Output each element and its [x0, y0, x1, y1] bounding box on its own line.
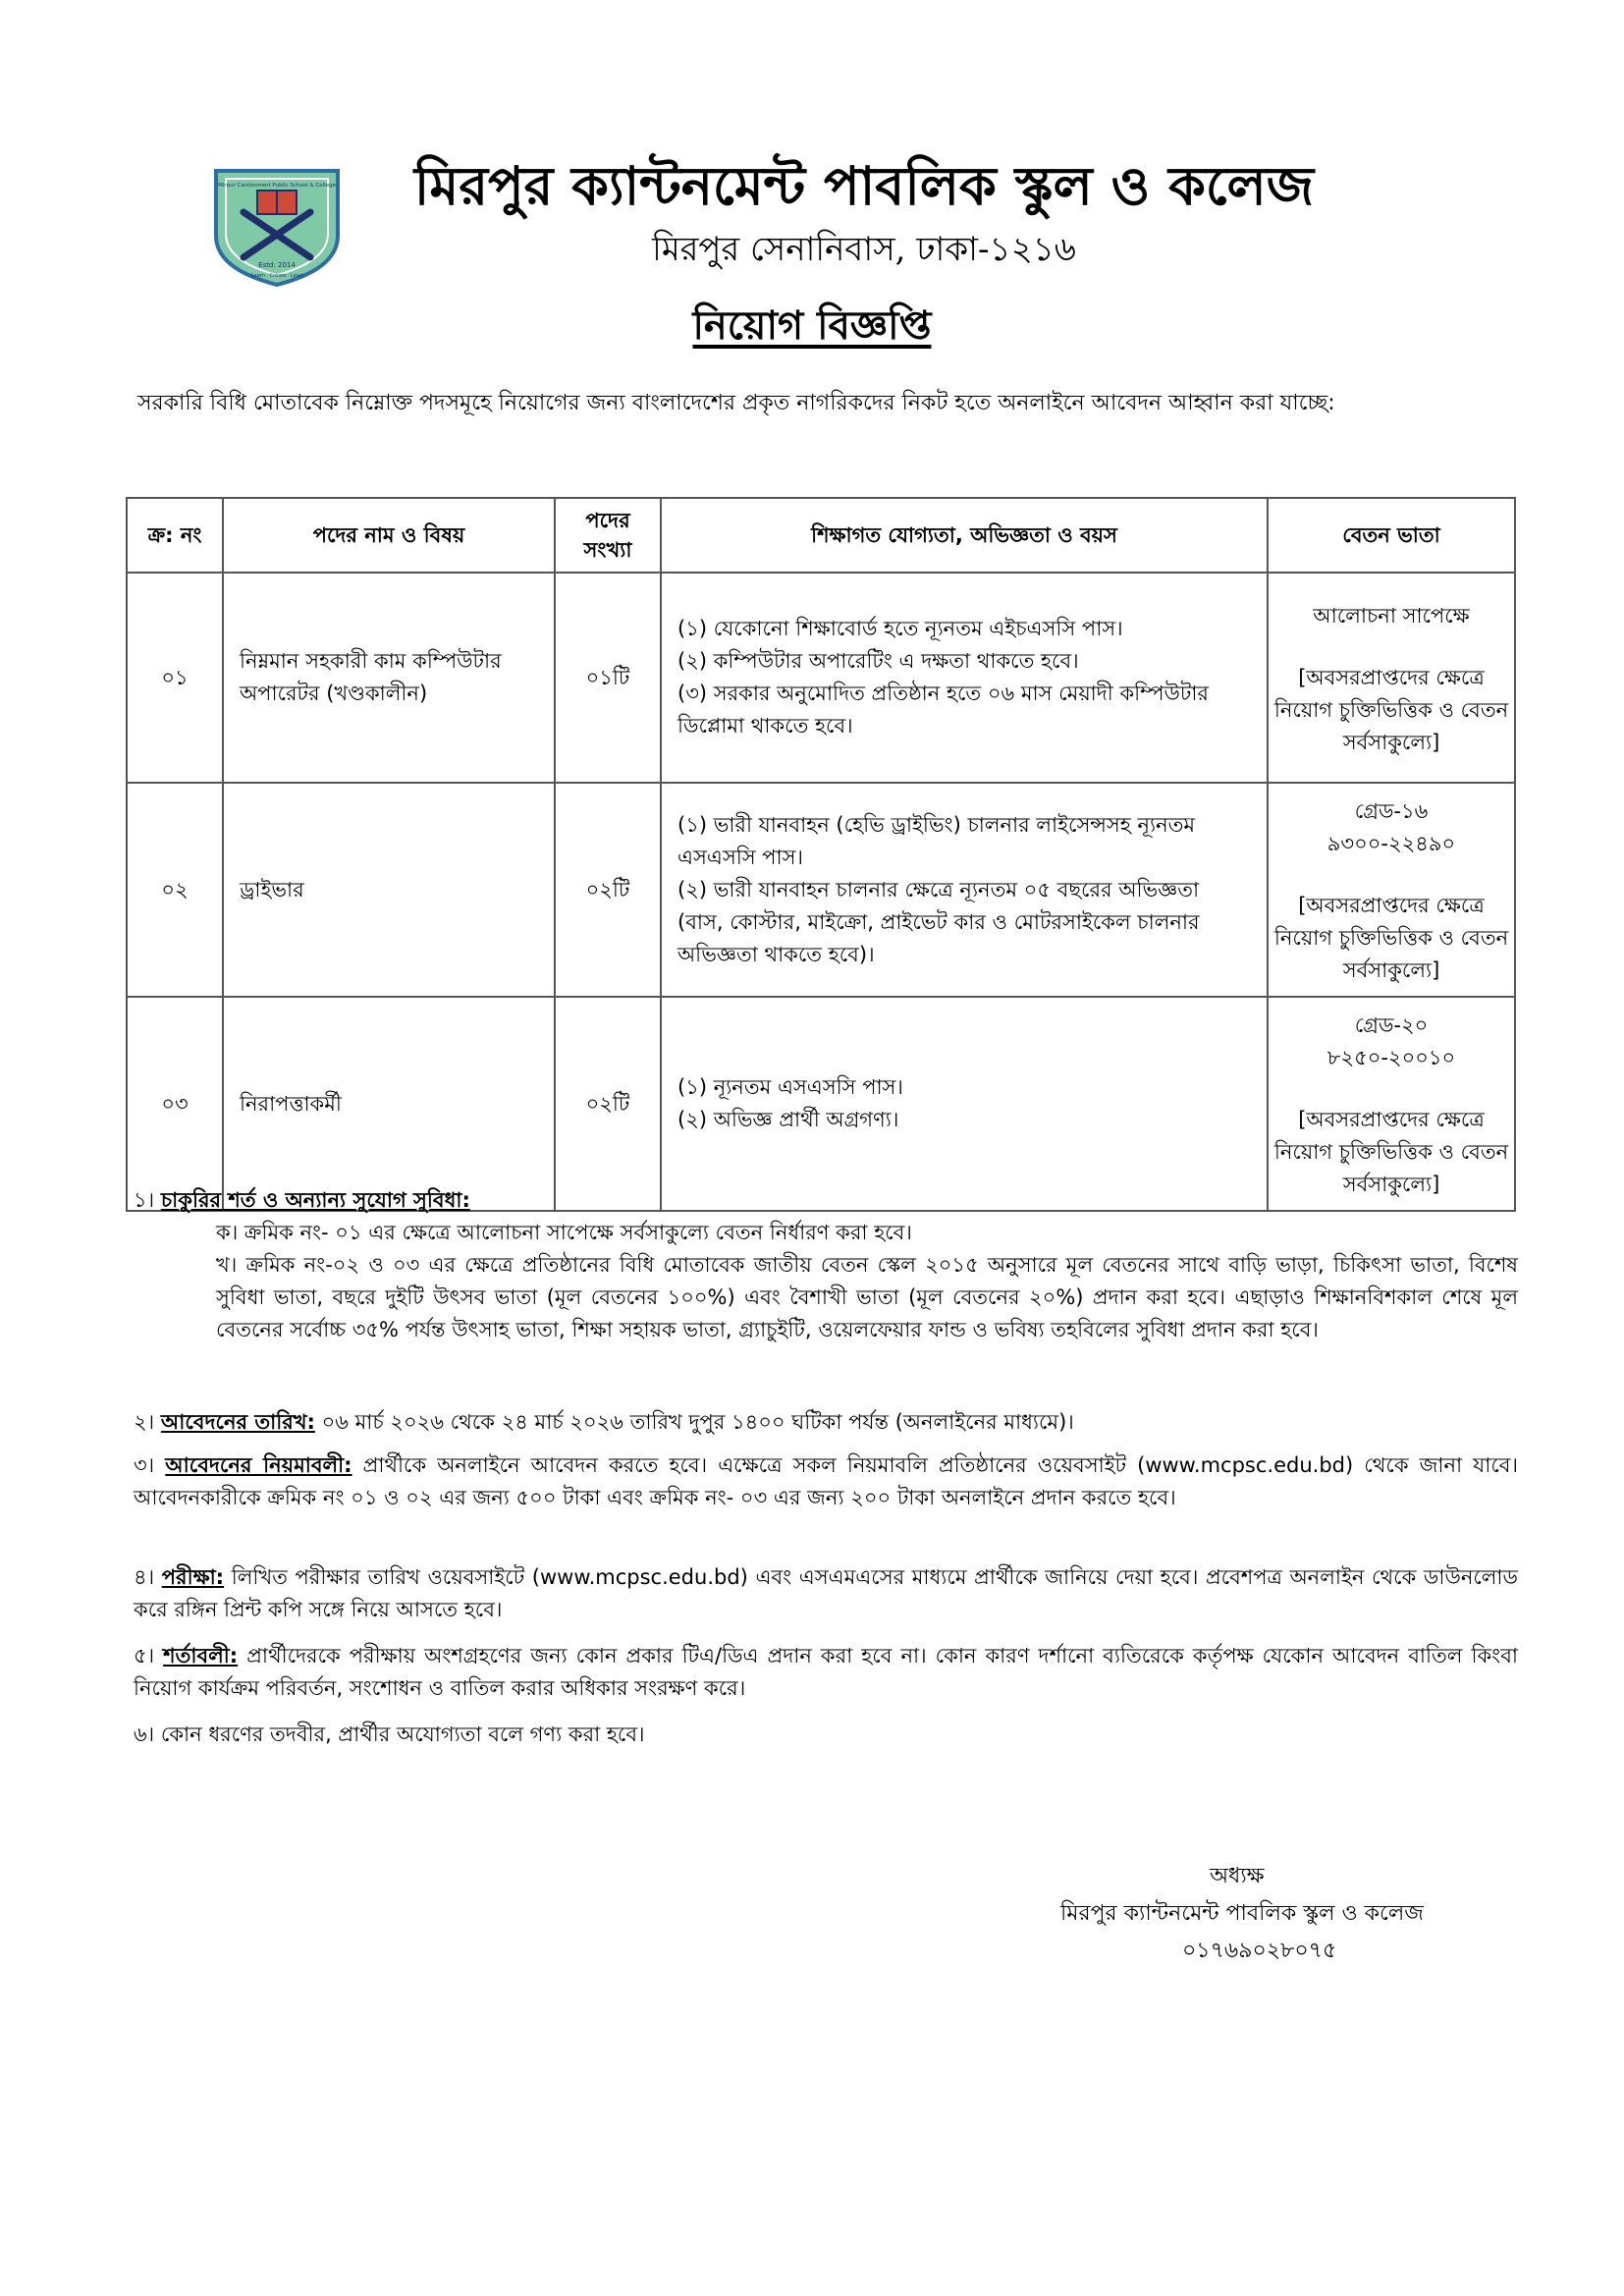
row-sl: ০৩: [127, 997, 223, 1211]
header-qualification: শিক্ষাগত যোগ্যতা, অভিজ্ঞতা ও বয়স: [661, 498, 1268, 573]
intro-paragraph: সরকারি বিধি মোতাবেক নিম্নোক্ত পদসমূহে নিয়োগের জন্য বাংলাদেশের প্রকৃত নাগরিকদের নিকট হতে অনলাইনে আবেদন আহ্বান করা যাচ্ছে:: [137, 391, 1335, 415]
condition-1: [134, 1184, 1518, 1346]
table-row: [127, 783, 1515, 997]
header-count: [555, 498, 661, 573]
table-row: [127, 573, 1515, 783]
row-qualifications: [661, 997, 1268, 1211]
row-count: ০২টি: [555, 783, 661, 997]
signatory-phone: ০১৭৬৯০২৮০৭৫: [1182, 1939, 1337, 1963]
condition-1-a: ক। ক্রমিক নং- ০১ এর ক্ষেত্রে আলোচনা সাপেক্ষে সর্বসাকুল্যে বেতন নির্ধারণ করা হবে।: [216, 1221, 912, 1244]
table-header-row: [127, 498, 1515, 573]
logo-estd: Estd: 2014: [258, 261, 296, 269]
row-pay: [1268, 573, 1515, 783]
pay-line-2: ৯৩০০-২২৪৯০: [1326, 832, 1456, 855]
row-count: ০১টি: [555, 573, 661, 783]
header-sl: ক্র: নং: [127, 498, 223, 573]
condition-label: আবেদনের নিয়মাবলী:: [165, 1453, 352, 1477]
notice-title: [0, 295, 1624, 360]
qualification-item: (২) অভিজ্ঞ প্রার্থী অগ্রগণ্য।: [677, 1108, 899, 1131]
header-count-line2: সংখ্যা: [583, 538, 632, 562]
condition-text: প্রার্থীদেরকে পরীক্ষায় অংশগ্রহণের জন্য কোন প্রকার টিএ/ডিএ প্রদান করা হবে না। কোন কারণ দর্শানো ব্যতিরেকে কর্তৃপক্ষ যেকোন আবেদন বাতিল কিংবা নিয়োগ কার্যক্রম পরিবর্তন, সংশোধন ও বাতিল করার অধিকার সংরক্ষণ করে।: [134, 1644, 1518, 1700]
pay-line-1: গ্রেড-২০: [1354, 1013, 1429, 1037]
condition-number: ৪।: [134, 1565, 155, 1589]
row-post: নিম্নমান সহকারী কাম কম্পিউটার অপারেটর (খণ্ডকালীন): [223, 573, 555, 783]
header-count-line1: পদের: [585, 509, 630, 532]
school-address: মিরপুর সেনানিবাস, ঢাকা-১২১৬: [652, 230, 1076, 269]
condition-text: লিখিত পরীক্ষার তারিখ ওয়েবসাইটে (www.mcpsc.edu.bd) এবং এসএমএসের মাধ্যমে প্রার্থীকে জানিয়ে দেয়া হবে। প্রবেশপত্র অনলাইন থেকে ডাউনলোড করে রঙ্গিন প্রিন্ট কপি সঙ্গে নিয়ে আসতে হবে।: [134, 1565, 1518, 1621]
pay-line-1: আলোচনা সাপেক্ষে: [1313, 603, 1470, 628]
logo-ring-text: Mirpur Cantonment Public School & College: [218, 183, 336, 189]
condition-label: শর্তাবলী:: [163, 1644, 239, 1667]
qualification-item: (১) যেকোনো শিক্ষাবোর্ড হতে ন্যূনতম এইচএসসি পাস।: [677, 617, 1123, 640]
pay-note: [অবসরপ্রাপ্তদের ক্ষেত্রে নিয়োগ চুক্তিভিত্তিক ও বেতন সর্বসাকুল্যে]: [1273, 1108, 1509, 1196]
header-post: পদের নাম ও বিষয়: [223, 498, 555, 573]
row-count: ০২টি: [555, 997, 661, 1211]
school-name: মিরপুর ক্যান্টনমেন্ট পাবলিক স্কুল ও কলেজ: [413, 154, 1315, 217]
pay-note: [অবসরপ্রাপ্তদের ক্ষেত্রে নিয়োগ চুক্তিভিত্তিক ও বেতন সর্বসাকুল্যে]: [1273, 665, 1509, 754]
condition-3: [134, 1449, 1518, 1514]
qualification-item: (১) ন্যূনতম এসএসসি পাস।: [677, 1075, 903, 1099]
row-post: ড্রাইভার: [223, 783, 555, 997]
row-qualifications: [661, 783, 1268, 997]
row-sl: ০১: [127, 573, 223, 783]
condition-6: ৬। কোন ধরণের তদবীর, প্রার্থীর অযোগ্যতা বলে গণ্য করা হবে।: [134, 1722, 645, 1746]
condition-number: ২।: [134, 1410, 155, 1434]
condition-text: ০৬ মার্চ ২০২৬ থেকে ২৪ মার্চ ২০২৬ তারিখ দুপুর ১৪০০ ঘটিকা পর্যন্ত (অনলাইনের মাধ্যমে)।: [314, 1410, 1074, 1434]
condition-label: চাকুরির শর্ত ও অন্যান্য সুযোগ সুবিধা:: [160, 1188, 470, 1212]
notice-title-text: নিয়োগ বিজ্ঞপ্তি: [692, 302, 932, 349]
condition-text: প্রার্থীকে অনলাইনে আবেদন করতে হবে। এক্ষেত্রে সকল নিয়মাবলি প্রতিষ্ঠানের ওয়েবসাইট (www.mcpsc.edu.bd) থেকে জানা যাবে। আবেদনকারীকে ক্রমিক নং ০১ ও ০২ এর জন্য ৫০০ টাকা এবং ক্রমিক নং- ০৩ এর জন্য ২০০ টাকা অনলাইনে প্রদান করতে হবে।: [134, 1453, 1518, 1509]
row-pay: [1268, 783, 1515, 997]
pay-note: [অবসরপ্রাপ্তদের ক্ষেত্রে নিয়োগ চুক্তিভিত্তিক ও বেতন সর্বসাকুল্যে]: [1273, 894, 1509, 982]
header-pay: বেতন ভাতা: [1268, 498, 1515, 573]
condition-4: [134, 1561, 1518, 1626]
condition-2: [134, 1406, 1518, 1439]
pay-line-1: গ্রেড-১৬: [1354, 799, 1429, 823]
logo-motto: Learn · Create · Lead: [250, 273, 303, 279]
qualification-item: (২) ভারী যানবাহন চালনার ক্ষেত্রে ন্যূনতম ০৫ বছরের অভিজ্ঞতা (বাস, কোস্টার, মাইক্রো, প্রাইভেট কার ও মোটরসাইকেল চালনার অভিজ্ঞতা থাকতে হবে)।: [677, 877, 1200, 966]
pay-line-2: ৮২৫০-২০০১০: [1326, 1046, 1456, 1069]
row-post: নিরাপত্তাকর্মী: [223, 997, 555, 1211]
table-row: [127, 997, 1515, 1211]
qualification-item: (৩) সরকার অনুমোদিত প্রতিষ্ঠান হতে ০৬ মাস মেয়াদী কম্পিউটার ডিপ্লোমা থাকতে হবে।: [677, 682, 1209, 738]
signatory-school: মিরপুর ক্যান্টনমেন্ট পাবলিক স্কুল ও কলেজ: [1060, 1901, 1424, 1926]
row-sl: ০২: [127, 783, 223, 997]
qualification-item: (২) কম্পিউটার অপারেটিং এ দক্ষতা থাকতে হবে।: [677, 649, 1079, 673]
school-crest-icon: [212, 167, 342, 287]
condition-number: ১।: [134, 1188, 155, 1212]
condition-5: [134, 1640, 1518, 1705]
qualification-item: (১) ভারী যানবাহন (হেভি ড্রাইভিং) চালনার লাইসেন্সসহ ন্যূনতম এসএসসি পাস।: [677, 812, 1196, 869]
vacancy-table: [126, 497, 1516, 1212]
condition-number: ৫।: [134, 1644, 155, 1667]
row-qualifications: [661, 573, 1268, 783]
condition-label: পরীক্ষা:: [161, 1565, 225, 1589]
condition-number: ৩।: [134, 1453, 155, 1477]
signatory-title: অধ্যক্ষ: [1210, 1864, 1265, 1888]
row-pay: [1268, 997, 1515, 1211]
condition-1-b: খ। ক্রমিক নং-০২ ও ০৩ এর ক্ষেত্রে প্রতিষ্ঠানের বিধি মোতাবেক জাতীয় বেতন স্কেল ২০১৫ অনুসারে মূল বেতনের সাথে বাড়ি ভাড়া, চিকিৎসা ভাতা, বিশেষ সুবিধা ভাতা, বছরে দুইটি উৎসব ভাতা (মূল বেতনের ১০০%) এবং বৈশাখী ভাতা (মূল বেতনের ২০%) প্রদান করা হবে। এছাড়াও শিক্ষানবিশকাল শেষে মূল বেতনের সর্বোচ্চ ৩৫% পর্যন্ত উৎসাহ ভাতা, শিক্ষা সহায়ক ভাতা, গ্র্যাচুইটি, ওয়েলফেয়ার ফান্ড ও ভবিষ্য তহবিলের সুবিধা প্রদান করা হবে।: [216, 1253, 1518, 1341]
condition-label: আবেদনের তারিখ:: [160, 1410, 315, 1434]
